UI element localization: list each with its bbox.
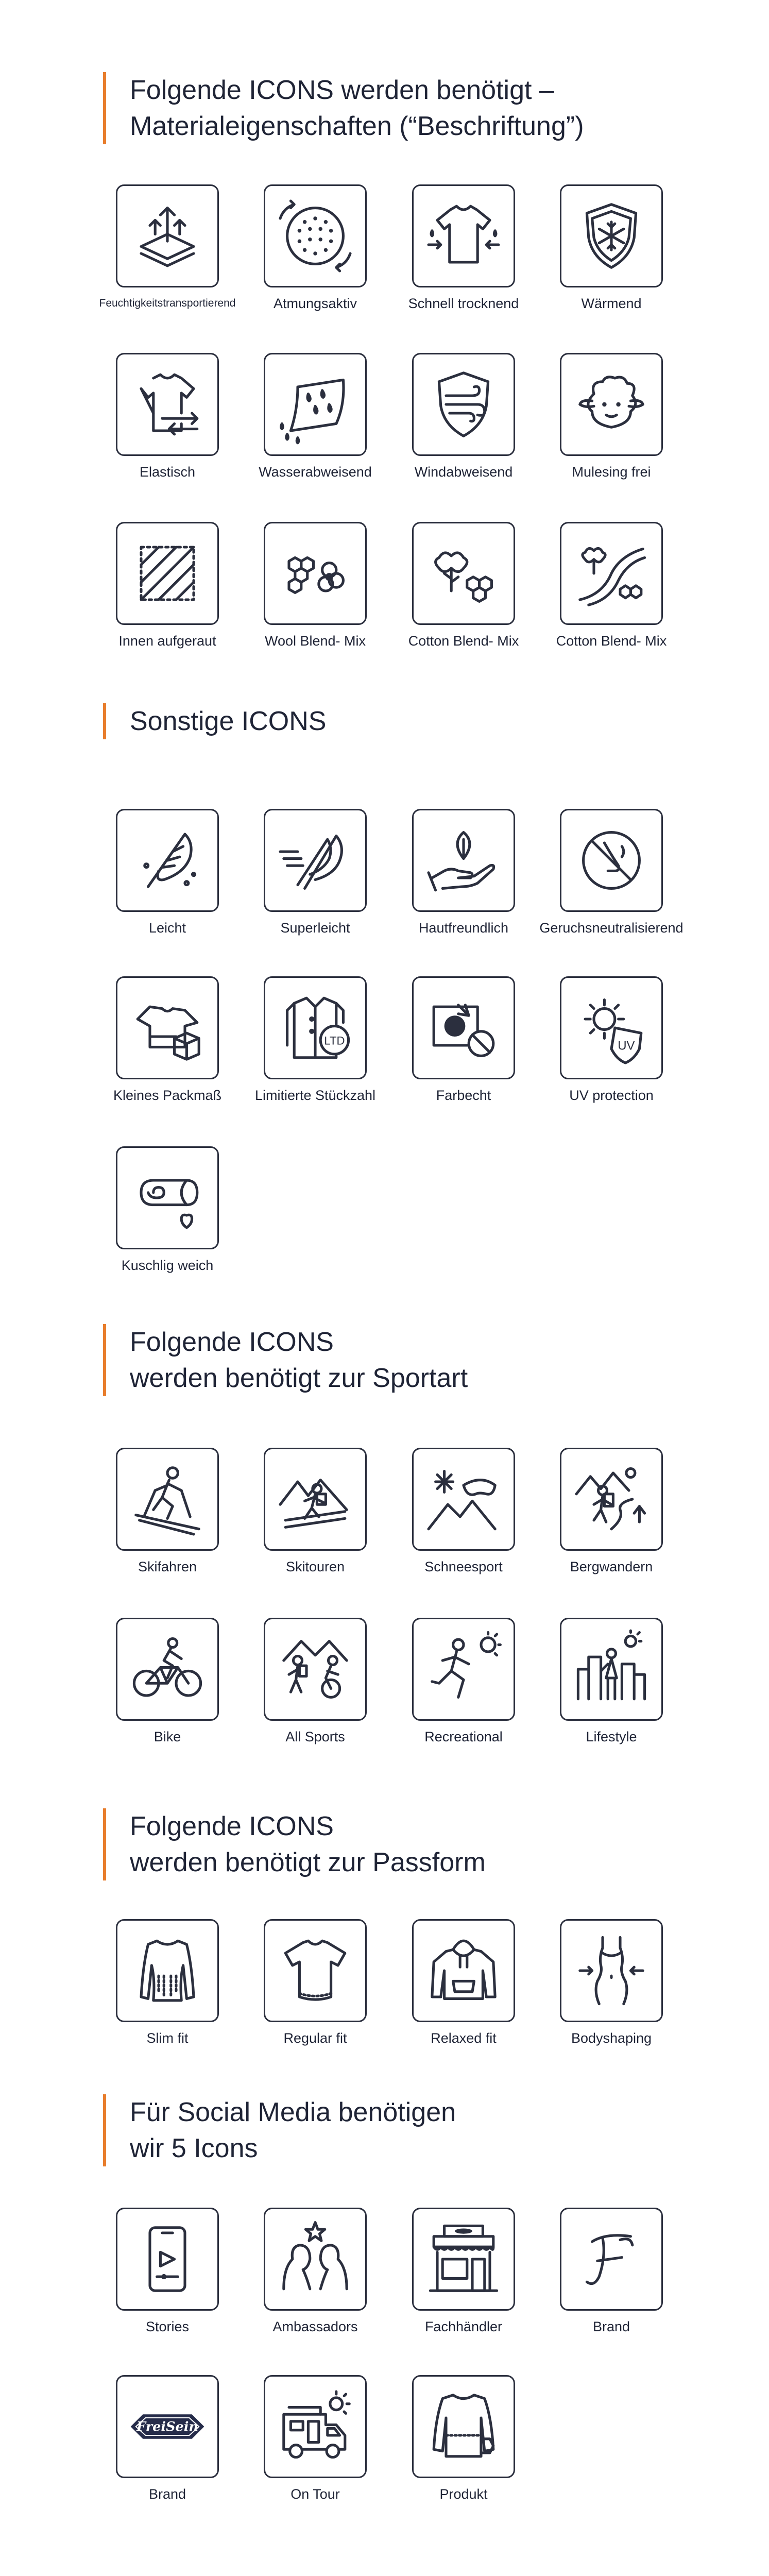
icon-tile-cotton-blend-mix	[389, 522, 538, 650]
hoodie-icon	[420, 1927, 507, 2014]
tile-label: Innen aufgeraut	[118, 633, 216, 649]
icon-frame	[560, 1919, 663, 2022]
icon-tile-feuchtigkeitstransportierend	[93, 184, 242, 312]
tile-label: Wärmend	[581, 296, 642, 311]
icon-tile-schneesport	[389, 1448, 538, 1575]
tile-label: Slim fit	[146, 2030, 189, 2046]
snow-goggles-icon	[420, 1455, 507, 1543]
icon-tile-recreational	[389, 1618, 538, 1745]
rolled-towel-heart-icon	[124, 1154, 211, 1242]
tile-label: Skitouren	[285, 1559, 345, 1574]
icon-tile-waermend	[537, 184, 686, 312]
tile-label: Fachhändler	[424, 2319, 503, 2334]
icon-frame	[264, 184, 367, 287]
section-title-social: Für Social Media benötigen wir 5 Icons	[103, 2094, 456, 2166]
sheep-icon	[568, 361, 655, 448]
icon-frame	[264, 976, 367, 1079]
tile-label: Relaxed fit	[431, 2030, 497, 2046]
icon-frame	[264, 522, 367, 625]
svg-text:UV: UV	[618, 1039, 635, 1053]
icon-tile-skifahren	[93, 1448, 242, 1575]
icon-tile-mulesing-frei	[537, 353, 686, 481]
icon-tile-brand-logo	[93, 2375, 242, 2503]
wool-blend-icon	[271, 530, 359, 617]
tile-label: Kuschlig weich	[121, 1258, 214, 1273]
icon-frame	[560, 522, 663, 625]
shirt-ltd-icon	[271, 984, 359, 1072]
tile-label: Lifestyle	[586, 1729, 637, 1744]
hand-leaf-icon	[420, 817, 507, 904]
tile-label: Farbecht	[436, 1088, 491, 1103]
double-feather-icon	[271, 817, 359, 904]
icon-frame	[560, 353, 663, 456]
icon-tile-schnell-trocknend	[389, 184, 538, 312]
tile-label: Wool Blend- Mix	[264, 633, 366, 649]
icon-tile-elastisch	[93, 353, 242, 481]
uv-sun-icon	[568, 984, 655, 1072]
tile-label: Schnell trocknend	[408, 296, 519, 311]
icon-frame	[116, 2375, 219, 2478]
wind-shield-icon	[420, 361, 507, 448]
icon-frame	[116, 353, 219, 456]
icon-frame	[412, 522, 515, 625]
tile-label: Cotton Blend- Mix	[408, 633, 519, 649]
icon-frame	[116, 809, 219, 912]
no-odor-icon	[568, 817, 655, 904]
icon-frame	[560, 809, 663, 912]
icon-tile-lifestyle	[537, 1618, 686, 1745]
icon-frame	[560, 1618, 663, 1721]
icon-tile-all-sports	[241, 1618, 390, 1745]
body-shape-icon	[568, 1927, 655, 2014]
icon-frame	[116, 522, 219, 625]
tile-label: Wasserabweisend	[259, 464, 372, 480]
tile-label: Elastisch	[139, 464, 196, 480]
storefront-icon	[420, 2215, 507, 2303]
tile-label: Ambassadors	[272, 2319, 358, 2334]
section-title-sonstige: Sonstige ICONS	[103, 703, 327, 739]
icon-tile-leicht	[93, 809, 242, 937]
icon-tile-innen-aufgeraut	[93, 522, 242, 650]
icon-tile-geruchsneutralisierend	[537, 809, 686, 937]
icon-frame	[412, 1919, 515, 2022]
icon-tile-hautfreundlich	[389, 809, 538, 937]
tshirt-icon	[271, 1927, 359, 2014]
phone-play-icon	[124, 2215, 211, 2303]
tile-label: Windabweisend	[414, 464, 513, 480]
icon-tile-fachhaendler	[389, 2208, 538, 2335]
icon-tile-superleicht	[241, 809, 390, 937]
icon-tile-brand-f	[537, 2208, 686, 2335]
colorfast-icon	[420, 984, 507, 1072]
ski-touring-icon	[271, 1455, 359, 1543]
cotton-blend-icon	[420, 530, 507, 617]
two-faces-star-icon	[271, 2215, 359, 2303]
icon-frame	[264, 2208, 367, 2311]
breathable-dots-icon	[271, 192, 359, 280]
tile-label: Cotton Blend- Mix	[556, 633, 667, 649]
icon-frame	[264, 809, 367, 912]
tile-label: Bodyshaping	[571, 2030, 652, 2046]
city-woman-icon	[568, 1625, 655, 1713]
quick-dry-shirt-icon	[420, 192, 507, 280]
section-title-passform: Folgende ICONS werden benötigt zur Passform	[103, 1808, 486, 1880]
icon-frame	[116, 1919, 219, 2022]
icon-frame	[412, 976, 515, 1079]
water-repellent-icon	[271, 361, 359, 448]
icon-frame	[116, 1146, 219, 1249]
icon-tile-regular-fit	[241, 1919, 390, 2047]
icon-frame	[116, 1618, 219, 1721]
icon-tile-skitouren	[241, 1448, 390, 1575]
icon-tile-on-tour	[241, 2375, 390, 2503]
icon-frame	[412, 2375, 515, 2478]
icon-frame	[116, 2208, 219, 2311]
icon-frame	[264, 1919, 367, 2022]
icon-frame	[264, 1618, 367, 1721]
icon-frame	[412, 2208, 515, 2311]
tile-label: Leicht	[148, 920, 186, 936]
stretch-shirt-icon	[124, 361, 211, 448]
brushed-fabric-icon	[124, 530, 211, 617]
hiker-icon	[568, 1455, 655, 1543]
icon-tile-kuschlig-weich	[93, 1146, 242, 1274]
tile-label: Superleicht	[280, 920, 350, 936]
icon-tile-stories	[93, 2208, 242, 2335]
icon-tile-cotton-blend-mix-2	[537, 522, 686, 650]
icon-tile-relaxed-fit	[389, 1919, 538, 2047]
icon-frame	[560, 1448, 663, 1551]
icon-frame	[264, 2375, 367, 2478]
icon-tile-atmungsaktiv	[241, 184, 390, 312]
icon-frame	[264, 353, 367, 456]
icon-frame	[264, 1448, 367, 1551]
script-f-icon	[568, 2215, 655, 2303]
icon-tile-produkt	[389, 2375, 538, 2503]
tile-label: Stories	[145, 2319, 190, 2334]
tile-label: Skifahren	[138, 1559, 197, 1574]
cyclist-icon	[124, 1625, 211, 1713]
shield-snowflake-icon	[568, 192, 655, 280]
tile-label: UV protection	[569, 1088, 654, 1103]
tile-label: Brand	[592, 2319, 630, 2334]
tile-label: Geruchsneutralisierend	[539, 920, 683, 936]
cotton-blend-wave-icon	[568, 530, 655, 617]
tile-label: Hautfreundlich	[418, 920, 509, 936]
section-title-material: Folgende ICONS werden benötigt – Materialeigenschaften (“Beschriftung”)	[103, 72, 584, 144]
icon-tile-kleines-packmass	[93, 976, 242, 1104]
tile-label: Schneesport	[424, 1559, 503, 1574]
svg-text:LTD: LTD	[324, 1034, 345, 1047]
tile-label: Recreational	[424, 1729, 503, 1744]
icon-tile-windabweisend	[389, 353, 538, 481]
tile-label: Produkt	[439, 2486, 488, 2502]
icon-frame	[560, 184, 663, 287]
section-title-sport: Folgende ICONS werden benötigt zur Sportart	[103, 1324, 468, 1396]
tile-label: Kleines Packmaß	[113, 1088, 222, 1103]
tile-label: Bike	[153, 1729, 181, 1744]
longsleeve-tag-icon	[420, 2383, 507, 2470]
icon-tile-slim-fit	[93, 1919, 242, 2047]
feather-icon	[124, 817, 211, 904]
icon-frame	[412, 1448, 515, 1551]
camper-van-icon	[271, 2383, 359, 2470]
tile-label: Brand	[148, 2486, 186, 2502]
icon-tile-bodyshaping	[537, 1919, 686, 2047]
tile-label: Mulesing frei	[572, 464, 651, 480]
icon-frame	[116, 184, 219, 287]
tile-label: All Sports	[285, 1729, 345, 1744]
icon-frame	[412, 1618, 515, 1721]
hikers-group-icon	[271, 1625, 359, 1713]
tile-label: Regular fit	[283, 2030, 347, 2046]
icon-tile-ambassadors	[241, 2208, 390, 2335]
icon-frame	[560, 976, 663, 1079]
icon-tile-bike	[93, 1618, 242, 1745]
icon-tile-bergwandern	[537, 1448, 686, 1575]
icon-tile-wasserabweisend	[241, 353, 390, 481]
runner-icon	[420, 1625, 507, 1713]
icon-frame	[412, 809, 515, 912]
icon-tile-wool-blend-mix	[241, 522, 390, 650]
svg-text:FreiSein: FreiSein	[136, 2419, 198, 2435]
icon-frame	[412, 353, 515, 456]
icon-frame	[116, 1448, 219, 1551]
icon-frame	[412, 184, 515, 287]
slim-top-icon	[124, 1927, 211, 2014]
icon-tile-uv-protection	[537, 976, 686, 1104]
icon-tile-farbecht	[389, 976, 538, 1104]
tile-label: Limitierte Stückzahl	[254, 1088, 376, 1103]
skier-icon	[124, 1455, 211, 1543]
tile-label: Feuchtigkeitstransportierend	[99, 297, 236, 309]
moisture-layers-icon	[124, 192, 211, 280]
icon-tile-limitierte-stueckzahl	[241, 976, 390, 1104]
tile-label: Atmungsaktiv	[273, 296, 357, 311]
tile-label: Bergwandern	[570, 1559, 653, 1574]
folded-shirt-box-icon	[124, 984, 211, 1072]
icon-frame	[560, 2208, 663, 2311]
tile-label: On Tour	[290, 2486, 340, 2502]
freisein-logo-icon	[124, 2383, 211, 2470]
icon-frame	[116, 976, 219, 1079]
